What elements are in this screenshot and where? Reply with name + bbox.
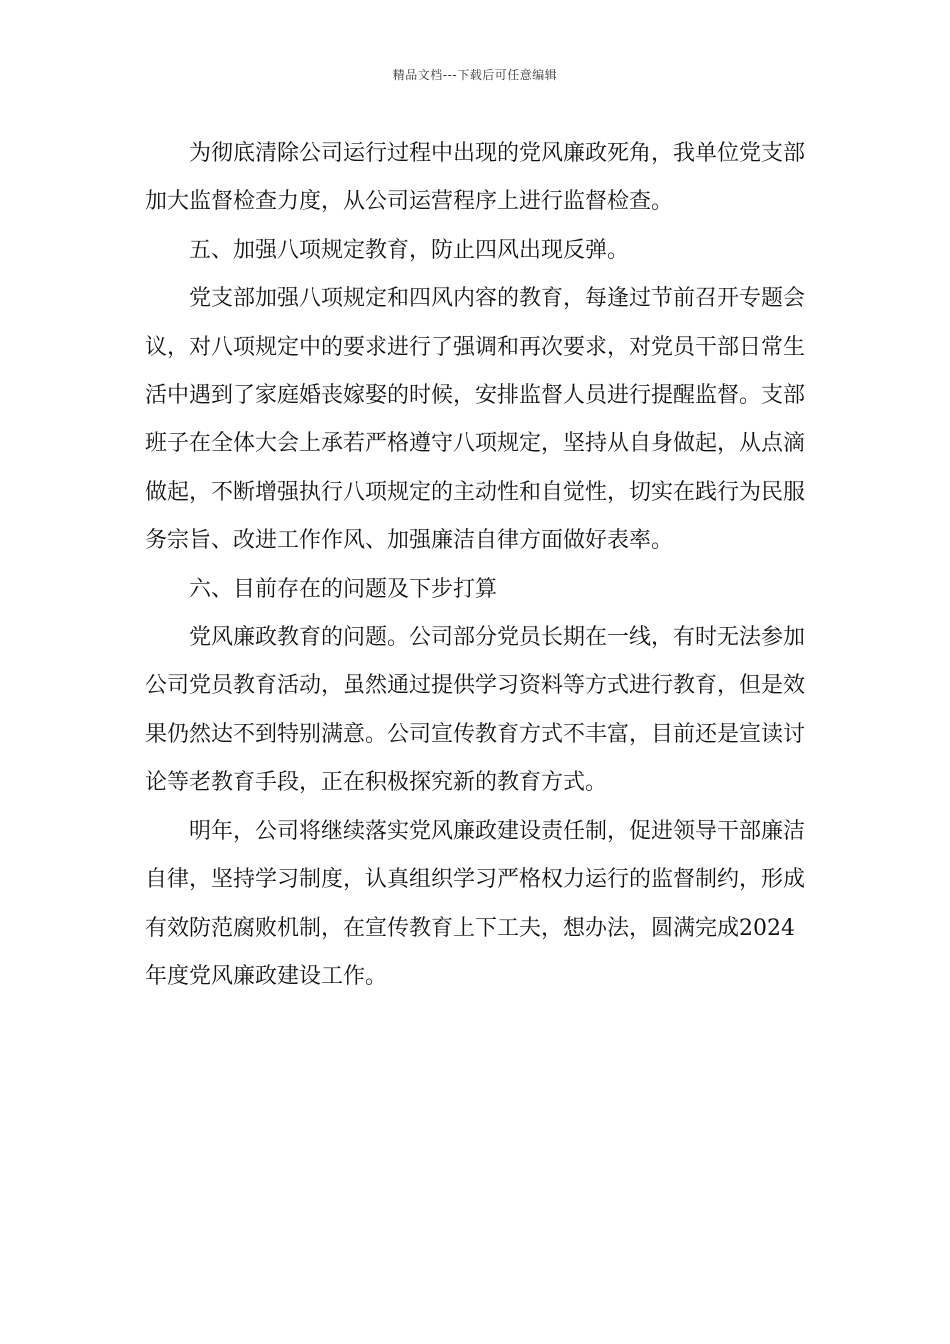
page-header: 精品文档---下载后可任意编辑 (392, 68, 558, 82)
paragraph-supervision: 为彻底清除公司运行过程中出现的党风廉政死角，我单位党支部加大监督检查力度，从公司运营程序上进行监督检查。 (145, 141, 806, 215)
document-body (145, 130, 815, 1001)
paragraph-problems: 党风廉政教育的问题。公司部分党员长期在一线，有时无法参加公司党员教育活动，虽然通过提供学习资料等方式进行教育，但是效果仍然达不到特别满意。公司宣传教育方式不丰富，目前还是宣读讨论等老教育手段，正在积极探究新的教育方式。 (145, 625, 806, 796)
section-heading-six: 六、目前存在的问题及下步打算 (189, 576, 498, 602)
section-heading-five: 五、加强八项规定教育，防止四风出现反弹。 (189, 237, 630, 263)
paragraph-eight-rules: 党支部加强八项规定和四风内容的教育，每逢过节前召开专题会议，对八项规定中的要求进行了强调和再次要求，对党员干部日常生活中遇到了家庭婚丧嫁娶的时候，安排监督人员进行提醒监督。支部班子在全体大会上承若严格遵守八项规定，坚持从自身做起，从点滴做起，不断增强执行八项规定的主动性和自觉性，切实在践行为民服务宗旨、改进工作作风、加强廉洁自律方面做好表率。 (145, 286, 806, 554)
paragraph-next-year: 明年，公司将继续落实党风廉政建设责任制，促进领导干部廉洁自律，坚持学习制度，认真组织学习严格权力运行的监督制约，形成有效防范腐败机制，在宣传教育上下工夫，想办法，圆满完成2024年度党风廉政建设工作。 (145, 818, 806, 989)
